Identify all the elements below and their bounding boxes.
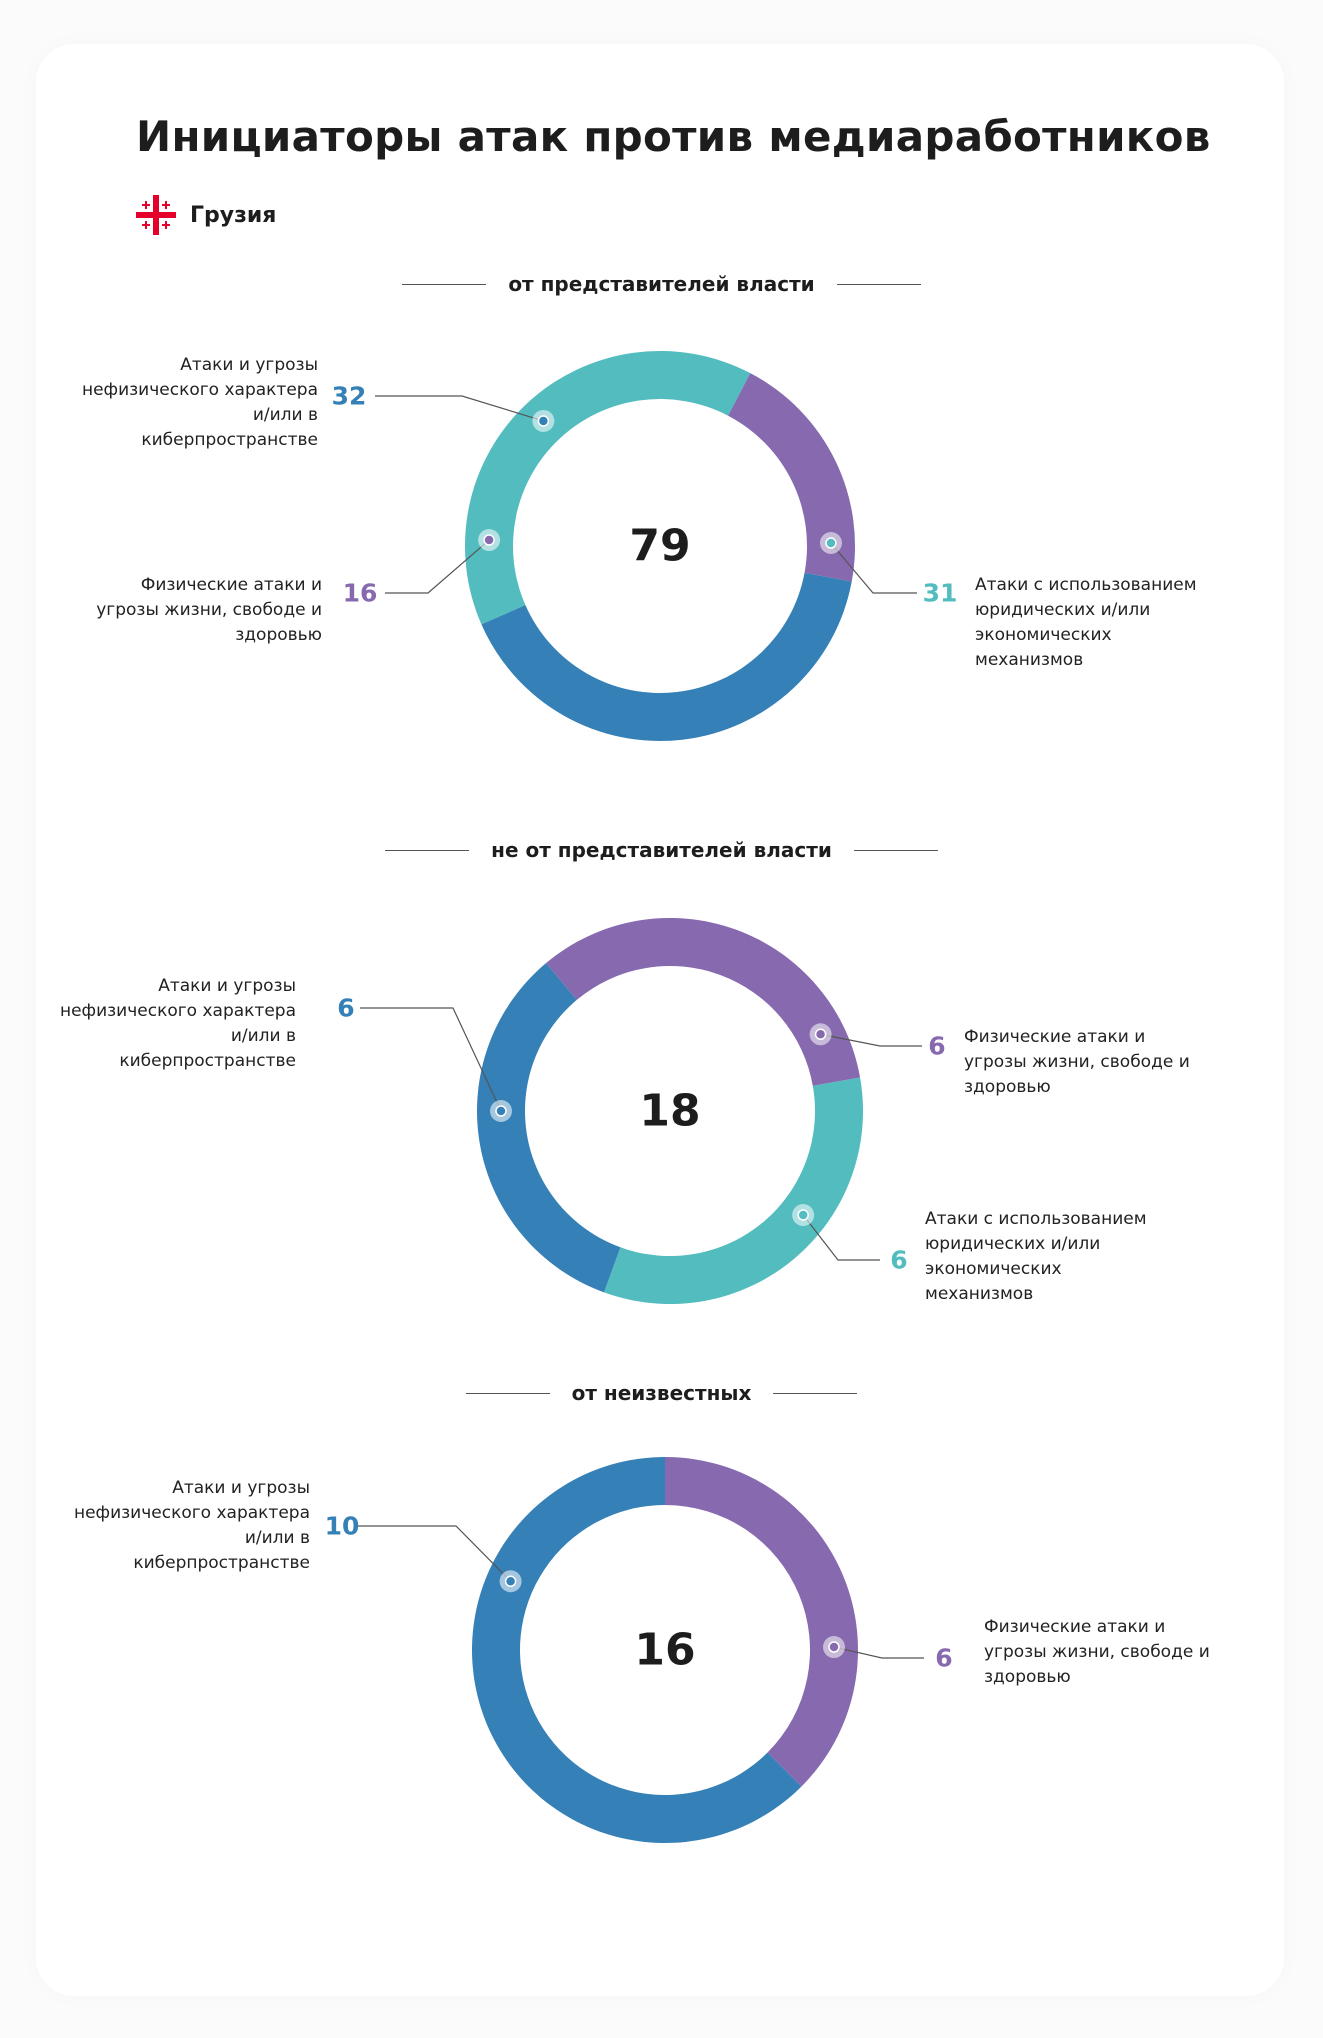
slice-value: 6 [890,1245,908,1275]
category-label: Физические атаки и угрозы жизни, свободе и здоровью [984,1617,1210,1687]
donut-slice [546,918,860,1086]
slice-value: 32 [331,381,367,411]
category-label: Атаки и угрозы нефизического характера и/или в киберпространстве [81,355,318,450]
callout-dot [496,1106,506,1116]
slice-value: 6 [928,1031,946,1061]
section-title: не от представителей власти [491,838,832,862]
callout-dot [798,1210,808,1220]
section-title: от неизвестных [571,1381,752,1405]
donut-slice [481,573,851,741]
section-title: от представителей власти [508,272,815,296]
leader-line [358,1526,511,1581]
country-name: Грузия [190,202,277,228]
donut-slice [477,963,620,1292]
slice-value: 6 [337,993,355,1023]
category-label: Физические атаки и угрозы жизни, свободе и здоровью [96,575,322,645]
category-label: Атаки и угрозы нефизического характера и/или в киберпространстве [73,1478,310,1573]
category-label: Атаки с использованием юридических и/или экономических механизмов [925,1209,1147,1304]
callout-dot [538,416,548,426]
slice-value: 16 [342,578,378,608]
center-total: 79 [629,520,691,572]
donut-slice [665,1457,858,1786]
callout-dot [484,535,494,545]
callout-dot [816,1029,826,1039]
category-label: Физические атаки и угрозы жизни, свободе и здоровью [964,1027,1190,1097]
callout-dot [829,1642,839,1652]
category-label: Атаки с использованием юридических и/или экономических механизмов [975,575,1197,670]
slice-value: 10 [324,1511,360,1541]
donut-slice [465,351,750,624]
category-label: Атаки и угрозы нефизического характера и/или в киберпространстве [59,976,296,1071]
center-total: 16 [634,1624,696,1676]
slice-value: 6 [935,1643,953,1673]
callout-dot [506,1576,516,1586]
page-title: Инициаторы атак против медиаработников [136,112,1211,161]
slice-value: 31 [922,578,958,608]
callout-dot [826,538,836,548]
center-total: 18 [639,1085,701,1137]
